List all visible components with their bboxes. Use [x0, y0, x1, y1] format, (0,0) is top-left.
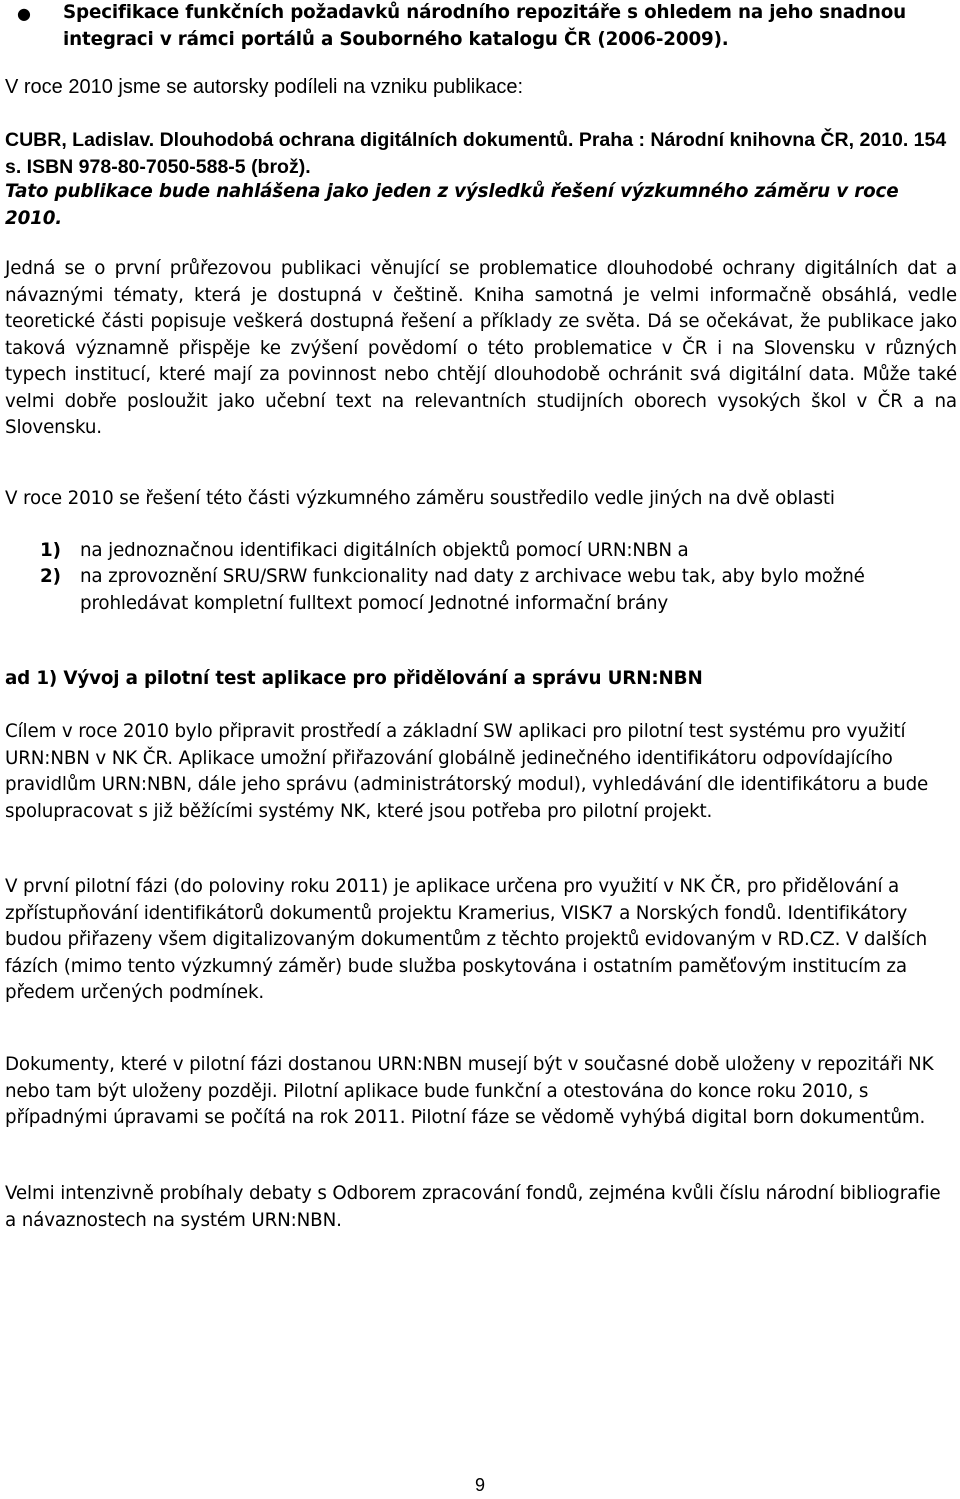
bullet-icon: ●: [17, 4, 31, 23]
paragraph-documents: Dokumenty, které v pilotní fázi dostanou URN:NBN musejí být v současné době uloženy v repozitáři NK nebo tam být uloženy později. Pilotní aplikace bude funkční a otestována do konce roku 2010, s případnými úpravami se počítá na rok 2011. Pilotní fáze se vědomě vyhýbá digital born dokumentům.: [5, 1054, 934, 1128]
paragraph-publication-description: Jedná se o první průřezovou publikaci věnující se problematice dlouhodobé ochrany digitálních dat a návaznými tématy, která je dostupná v češtině. Kniha samotná je velmi informačně obsáhlá, vedle teoretické části popisuje veškerá dostupná řešení a příklady ze světa. Dá se očekávat, že publikace jako taková významně přispěje ke zvýšení povědomí o této problematice v ČR i na Slovensku v různých typech institucí, které mají za povinnost nebo chtějí dlouhodobě ochránit svá digitální data. Může také velmi dobře posloužit jako učební text na relevantních studijních oborech vysokých škol v ČR a na Slovensku.: [5, 258, 957, 438]
bullet-item-text: Specifikace funkčních požadavků národního repozitáře s ohledem na jeho snadnou integraci v rámci portálů a Souborného katalogu ČR (2006-2009).: [63, 2, 907, 50]
paragraph-pilot-phase: V první pilotní fázi (do poloviny roku 2011) je aplikace určena pro využití v NK ČR, pro přidělování a zpřístupňování identifikátorů dokumentů projektu Kramerius, VISK7 a Norských fondů. Identifikátory budou přiřazeny všem digitalizovaným dokumentům z těchto projektů evidovaným v RD.CZ. V dalších fázích (mimo tento výzkumný záměr) bude služba poskytována i ostatním paměťovým institucím za předem určených podmínek.: [5, 876, 928, 1003]
section-heading: ad 1) Vývoj a pilotní test aplikace pro přidělování a správu URN:NBN: [5, 668, 703, 689]
citation-note: Tato publikace bude nahlášena jako jeden z výsledků řešení výzkumného záměru v roce 2010.: [5, 181, 899, 229]
list-item-text: na zprovoznění SRU/SRW funkcionality nad daty z archivace webu tak, aby bylo možné prohledávat kompletní fulltext pomocí Jednotné informační brány: [80, 566, 865, 614]
list-item-text: na jednoznačnou identifikaci digitálních objektů pomocí URN:NBN a: [80, 540, 689, 561]
page-number: 9: [474, 1475, 485, 1495]
citation: CUBR, Ladislav. Dlouhodobá ochrana digitálních dokumentů. Praha : Národní knihovna ČR, 2010. 154 s. ISBN 978-80-7050-588-5 (brož).: [5, 129, 947, 178]
paragraph-goal: Cílem v roce 2010 bylo připravit prostředí a základní SW aplikaci pro pilotní test systému pro využití URN:NBN v NK ČR. Aplikace umožní přiřazování globálně jedinečného identifikátoru odpovídajícího pravidlům URN:NBN, dále jeho správu (administrátorský modul), vyhledávání dle identifikátoru a bude spolupracovat s již běžícími systémy NK, které jsou potřeba pro pilotní projekt.: [5, 721, 929, 822]
list-item-number: 2): [40, 566, 61, 587]
paragraph-focus-areas: V roce 2010 se řešení této části výzkumného záměru soustředilo vedle jiných na dvě oblasti: [5, 488, 835, 509]
paragraph-debates: Velmi intenzivně probíhaly debaty s Odborem zpracování fondů, zejména kvůli číslu národní bibliografie a návaznostech na systém URN:NBN.: [5, 1183, 941, 1231]
list-item-number: 1): [40, 540, 61, 561]
intro-line: V roce 2010 jsme se autorsky podíleli na vzniku publikace:: [5, 76, 524, 98]
